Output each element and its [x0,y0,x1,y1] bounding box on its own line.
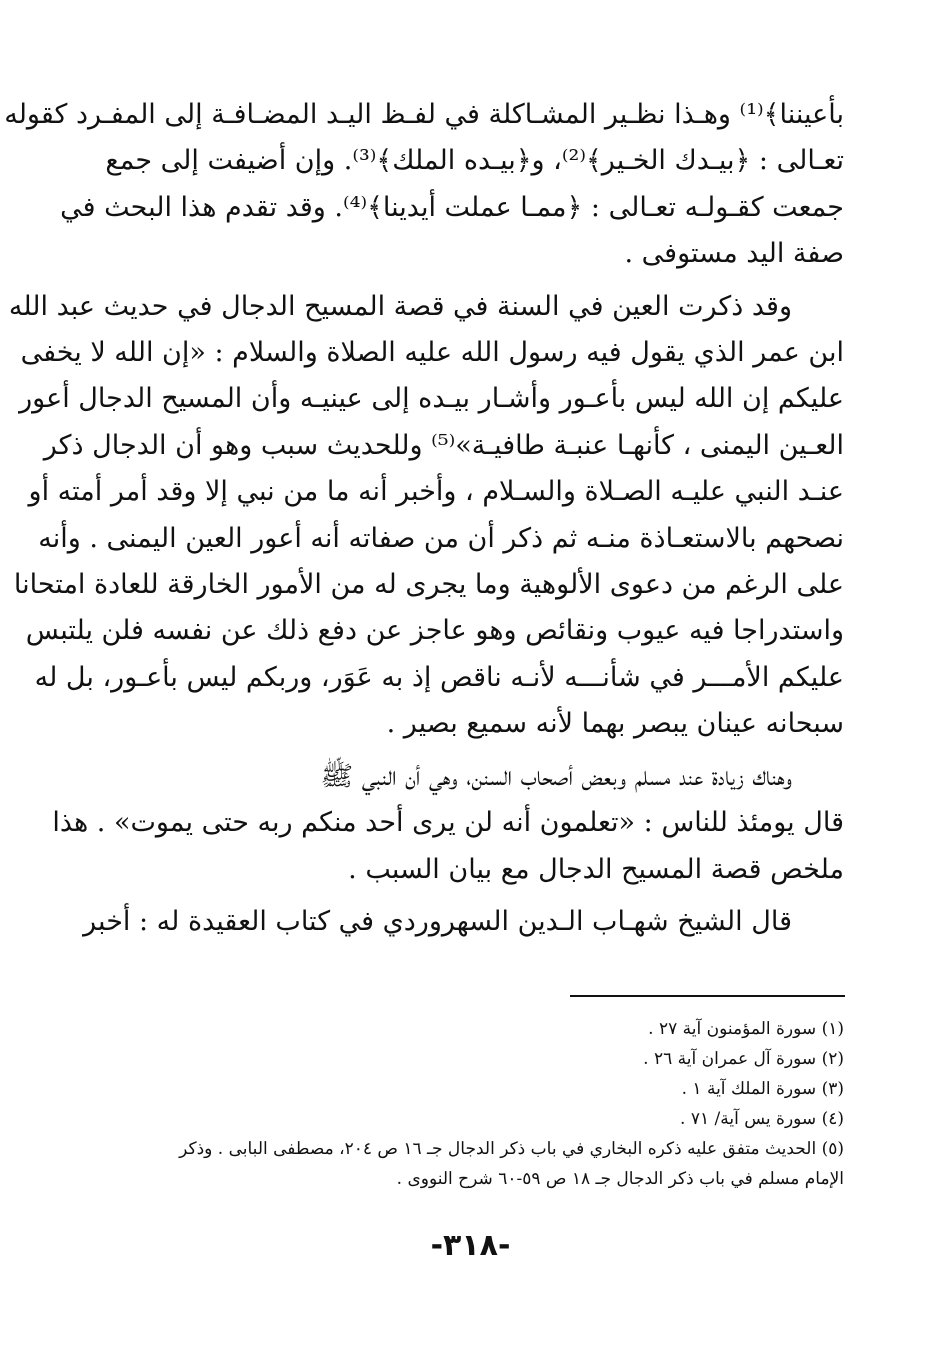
text-line: عليكم إن الله ليس بأعـور وأشـار بيـده إلى عينيـه وأن المسيح الدجال أعور [19,383,844,415]
paragraph-1 [4,92,844,278]
text-line: وهناك زيادة عند مسلم وبعض أصحاب السنن، وهي أن النبي ﷺ [320,760,792,792]
text-line: وقد ذكرت العين في السنة في قصة المسيح الدجال في حديث عبد الله [8,290,792,322]
text-line: تعـالى : ﴿بيـدك الخـير﴾⁽²⁾، و﴿بيـده الملك﴾⁽³⁾. وإن أضيفت إلى جمع [105,145,844,177]
text-line: سبحانه عينان يبصر بهما لأنه سميع بصير . [386,708,844,740]
paragraph-3 [52,754,844,893]
text-line: جمعت كقـولـه تعـالى : ﴿ممـا عملت أيدينا﴾⁽⁴⁾. وقد تقدم هذا البحث في [60,191,844,223]
text-line: نصحهم بالاستعـاذة منـه ثم ذكر أن من صفاته أنه أعور العين اليمنى . وأنه [38,522,844,554]
text-line: قال يومئذ للناس : «تعلمون أنه لن يرى أحد منكم ربه حتى يموت» . هذا [52,807,844,839]
text-line: على الرغم من دعوى الألوهية وما يجرى له من الأمور الخارقة للعادة امتحانا [13,569,844,601]
footnotes [132,1014,844,1194]
main-text [4,92,844,951]
footnote-4: (٤) سورة يس آية/ ٧١ . [680,1109,844,1129]
footnote-1: (١) سورة المؤمنون آية ٢٧ . [648,1019,844,1039]
paragraph-2 [8,284,844,748]
footnote-5-continued: الإمام مسلم في باب ذكر الدجال جـ ١٨ ص ٥٩-٦٠ شرح النووى . [396,1169,844,1189]
text-line: واستدراجا فيه عيوب ونقائص وهو عاجز عن دفع ذلك عن نفسه فلن يلتبس [25,615,844,647]
text-line: ابن عمر الذي يقول فيه رسول الله عليه الصلاة والسلام : «إن الله لا يخفى [20,337,844,369]
text-line: صفة اليد مستوفى . [624,238,844,270]
text-line: عليكم الأمـــر في شأنـــه لأنـه ناقص إذ به عَوَر، وربكم ليس بأعـور، بل له [34,661,844,693]
text-line: العـين اليمنى ، كأنهـا عنبـة طافيـة»⁽⁵⁾ وللحديث سبب وهو أن الدجال ذكر [43,429,844,461]
footnote-2: (٢) سورة آل عمران آية ٢٦ . [643,1049,844,1069]
footnote-5: (٥) الحديث متفق عليه ذكره البخاري في باب ذكر الدجال جـ ١٦ ص ٢٠٤، مصطفى البابى . وذكر [179,1139,844,1159]
footnote-divider [570,995,845,997]
paragraph-4 [83,899,844,945]
text-line: ملخص قصة المسيح الدجال مع بيان السبب . [348,853,844,885]
text-line: قال الشيخ شهـاب الـدين السهروردي في كتاب العقيدة له : أخبر [83,905,792,937]
page-number: -٣١٨- [430,1228,511,1263]
text-line: عنـد النبي عليـه الصـلاة والسـلام ، وأخبر أنه ما من نبي إلا وقد أمر أمته أو [28,476,844,508]
text-line: بأعيننا﴾⁽¹⁾ وهـذا نظـير المشـاكلة في لفـظ اليـد المضـافـة إلى المفـرد كقوله [4,99,844,130]
footnote-3: (٣) سورة الملك آية ١ . [681,1079,844,1099]
